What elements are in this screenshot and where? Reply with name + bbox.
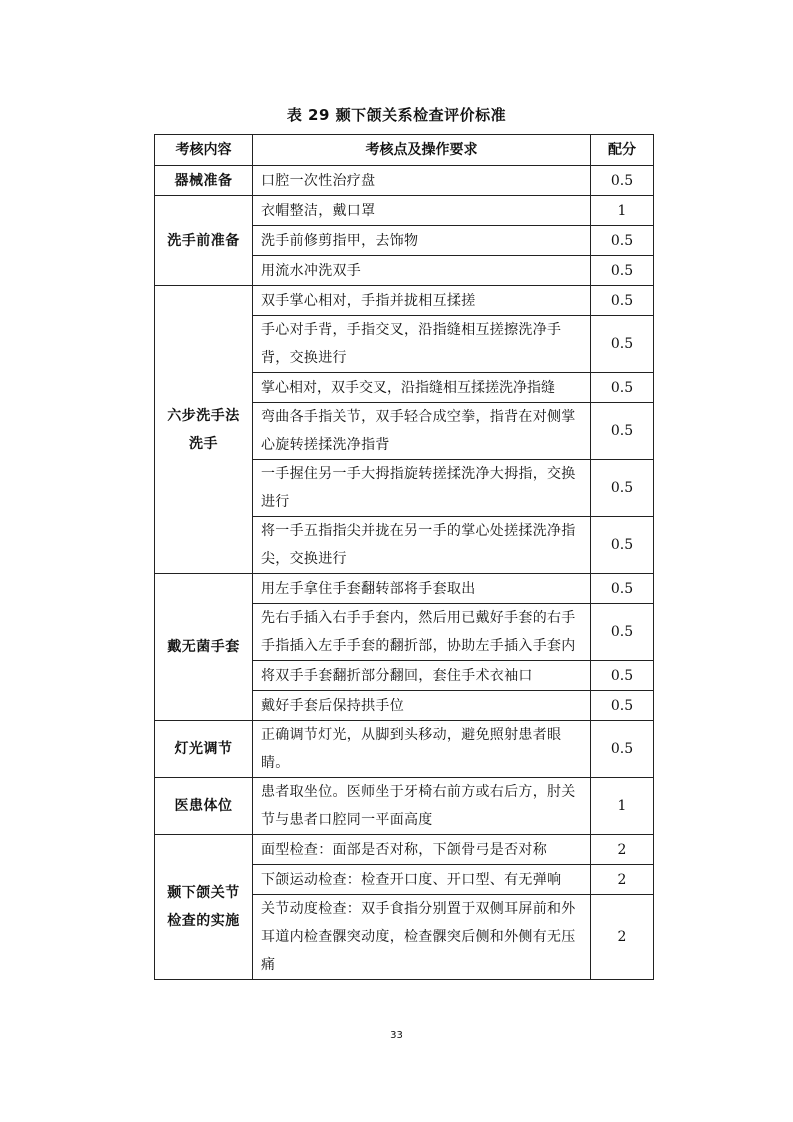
- score-cell: 2: [591, 865, 654, 895]
- requirement-cell: 面型检查：面部是否对称，下颌骨弓是否对称: [253, 835, 591, 865]
- category-cell: 戴无菌手套: [155, 574, 253, 721]
- category-cell: 颞下颌关节 检查的实施: [155, 835, 253, 980]
- table-header-row: [155, 135, 654, 166]
- requirement-cell: 戴好手套后保持拱手位: [253, 691, 591, 721]
- requirement-cell: 双手掌心相对，手指并拢相互揉搓: [253, 286, 591, 316]
- requirement-cell: 下颌运动检查：检查开口度、开口型、有无弹响: [253, 865, 591, 895]
- score-cell: 2: [591, 895, 654, 980]
- requirement-cell: 正确调节灯光，从脚到头移动，避免照射患者眼睛。: [253, 721, 591, 778]
- score-cell: 1: [591, 196, 654, 226]
- score-cell: 0.5: [591, 604, 654, 661]
- category-cell: 医患体位: [155, 778, 253, 835]
- score-cell: 0.5: [591, 166, 654, 196]
- table-row: [155, 835, 654, 865]
- score-cell: 0.5: [591, 256, 654, 286]
- score-cell: 0.5: [591, 721, 654, 778]
- header-score: 配分: [591, 135, 654, 166]
- evaluation-table: [154, 134, 654, 980]
- requirement-cell: 关节动度检查：双手食指分别置于双侧耳屏前和外耳道内检查髁突动度，检查髁突后侧和外侧有无压痛: [253, 895, 591, 980]
- category-cell: 六步洗手法 洗手: [155, 286, 253, 574]
- header-category: 考核内容: [155, 135, 253, 166]
- table-row: [155, 196, 654, 226]
- score-cell: 2: [591, 835, 654, 865]
- table-row: [155, 721, 654, 778]
- requirement-cell: 将双手手套翻折部分翻回，套住手术衣袖口: [253, 661, 591, 691]
- table-row: [155, 778, 654, 835]
- score-cell: 0.5: [591, 403, 654, 460]
- score-cell: 0.5: [591, 691, 654, 721]
- requirement-cell: 用左手拿住手套翻转部将手套取出: [253, 574, 591, 604]
- requirement-cell: 弯曲各手指关节，双手轻合成空拳，指背在对侧掌心旋转搓揉洗净指背: [253, 403, 591, 460]
- requirement-cell: 手心对手背，手指交叉，沿指缝相互搓擦洗净手背，交换进行: [253, 316, 591, 373]
- score-cell: 0.5: [591, 286, 654, 316]
- score-cell: 0.5: [591, 316, 654, 373]
- score-cell: 0.5: [591, 574, 654, 604]
- table-title: 表 29 颞下颌关系检查评价标准: [286, 106, 507, 124]
- category-cell: 器械准备: [155, 166, 253, 196]
- page-number: 33: [390, 1030, 403, 1041]
- score-cell: 0.5: [591, 460, 654, 517]
- requirement-cell: 患者取坐位。医师坐于牙椅右前方或右后方，肘关节与患者口腔同一平面高度: [253, 778, 591, 835]
- requirement-cell: 洗手前修剪指甲，去饰物: [253, 226, 591, 256]
- requirement-cell: 口腔一次性治疗盘: [253, 166, 591, 196]
- table-row: [155, 286, 654, 316]
- requirement-cell: 一手握住另一手大拇指旋转搓揉洗净大拇指，交换进行: [253, 460, 591, 517]
- requirement-cell: 用流水冲洗双手: [253, 256, 591, 286]
- category-cell: 灯光调节: [155, 721, 253, 778]
- table-row: [155, 166, 654, 196]
- requirement-cell: 先右手插入右手手套内，然后用已戴好手套的右手手指插入左手手套的翻折部，协助左手插入手套内: [253, 604, 591, 661]
- score-cell: 0.5: [591, 373, 654, 403]
- requirement-cell: 衣帽整洁，戴口罩: [253, 196, 591, 226]
- score-cell: 1: [591, 778, 654, 835]
- requirement-cell: 将一手五指指尖并拢在另一手的掌心处搓揉洗净指尖，交换进行: [253, 517, 591, 574]
- score-cell: 0.5: [591, 517, 654, 574]
- score-cell: 0.5: [591, 226, 654, 256]
- requirement-cell: 掌心相对，双手交叉，沿指缝相互揉搓洗净指缝: [253, 373, 591, 403]
- category-cell: 洗手前准备: [155, 196, 253, 286]
- score-cell: 0.5: [591, 661, 654, 691]
- header-requirements: 考核点及操作要求: [253, 135, 591, 166]
- table-row: [155, 574, 654, 604]
